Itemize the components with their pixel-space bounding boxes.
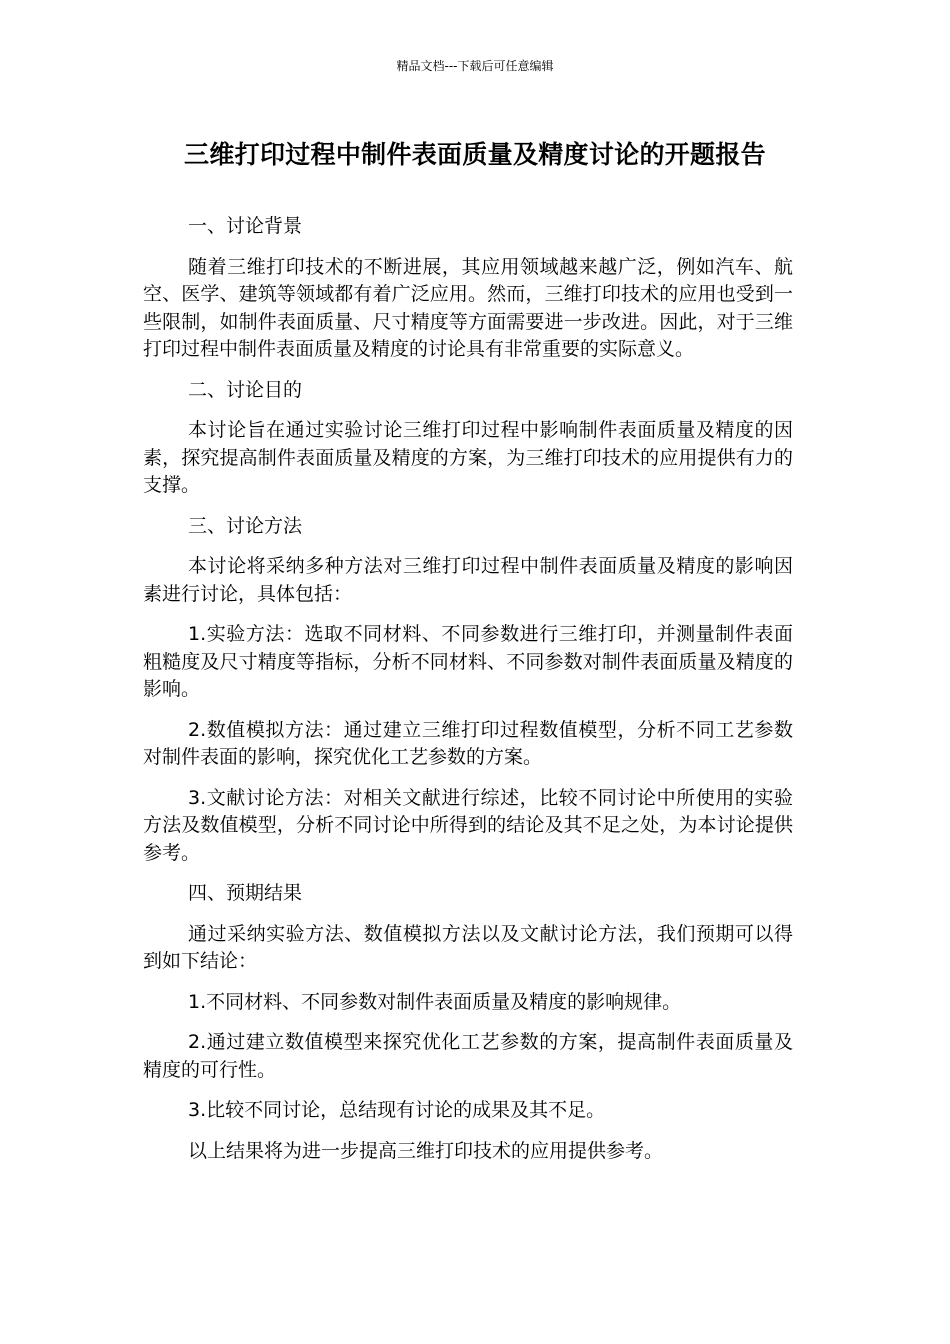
section-heading-background: 一、讨论背景 [188, 215, 303, 237]
paragraph: 本讨论旨在通过实验讨论三维打印过程中影响制件表面质量及精度的因素，探究提高制件表面质量及精度的方案，为三维打印技术的应用提供有力的支撑。 [143, 419, 793, 496]
section-heading-method: 三、讨论方法 [188, 514, 303, 537]
document-body [143, 213, 793, 1178]
paragraph: 本讨论将采纳多种方法对三维打印过程中制件表面质量及精度的影响因素进行讨论，具体包括： [143, 555, 793, 605]
section-heading-expected-results: 四、预期结果 [188, 882, 303, 904]
paragraph: 通过采纳实验方法、数值模拟方法以及文献讨论方法，我们预期可以得到如下结论： [143, 922, 793, 972]
list-item: 3.文献讨论方法：对相关文献进行综述，比较不同讨论中所使用的实验方法及数值模型，分析不同讨论中所得到的结论及其不足之处，为本讨论提供参考。 [143, 786, 793, 864]
section-heading-purpose: 二、讨论目的 [188, 378, 303, 401]
list-item: 2.通过建立数值模型来探究优化工艺参数的方案，提高制件表面质量及精度的可行性。 [143, 1031, 793, 1081]
document-title: 三维打印过程中制件表面质量及精度讨论的开题报告 [184, 140, 766, 169]
paragraph: 以上结果将为进一步提高三维打印技术的应用提供参考。 [188, 1139, 664, 1162]
list-item: 1.不同材料、不同参数对制件表面质量及精度的影响规律。 [188, 990, 682, 1013]
list-item: 2.数值模拟方法：通过建立三维打印过程数值模型，分析不同工艺参数对制件表面的影响，探究优化工艺参数的方案。 [143, 718, 793, 768]
paragraph: 随着三维打印技术的不断进展，其应用领域越来越广泛，例如汽车、航空、医学、建筑等领域都有着广泛应用。然而，三维打印技术的应用也受到一些限制，如制件表面质量、尺寸精度等方面需要进一步改进。因此，对于三维打印过程中制件表面质量及精度的讨论具有非常重要的实际意义。 [143, 255, 793, 360]
list-item: 3.比较不同讨论，总结现有讨论的成果及其不足。 [188, 1099, 606, 1121]
page-header: 精品文档---下载后可任意编辑 [396, 59, 554, 73]
list-item: 1.实验方法：选取不同材料、不同参数进行三维打印，并测量制件表面粗糙度及尺寸精度等指标，分析不同材料、不同参数对制件表面质量及精度的影响。 [143, 623, 793, 700]
